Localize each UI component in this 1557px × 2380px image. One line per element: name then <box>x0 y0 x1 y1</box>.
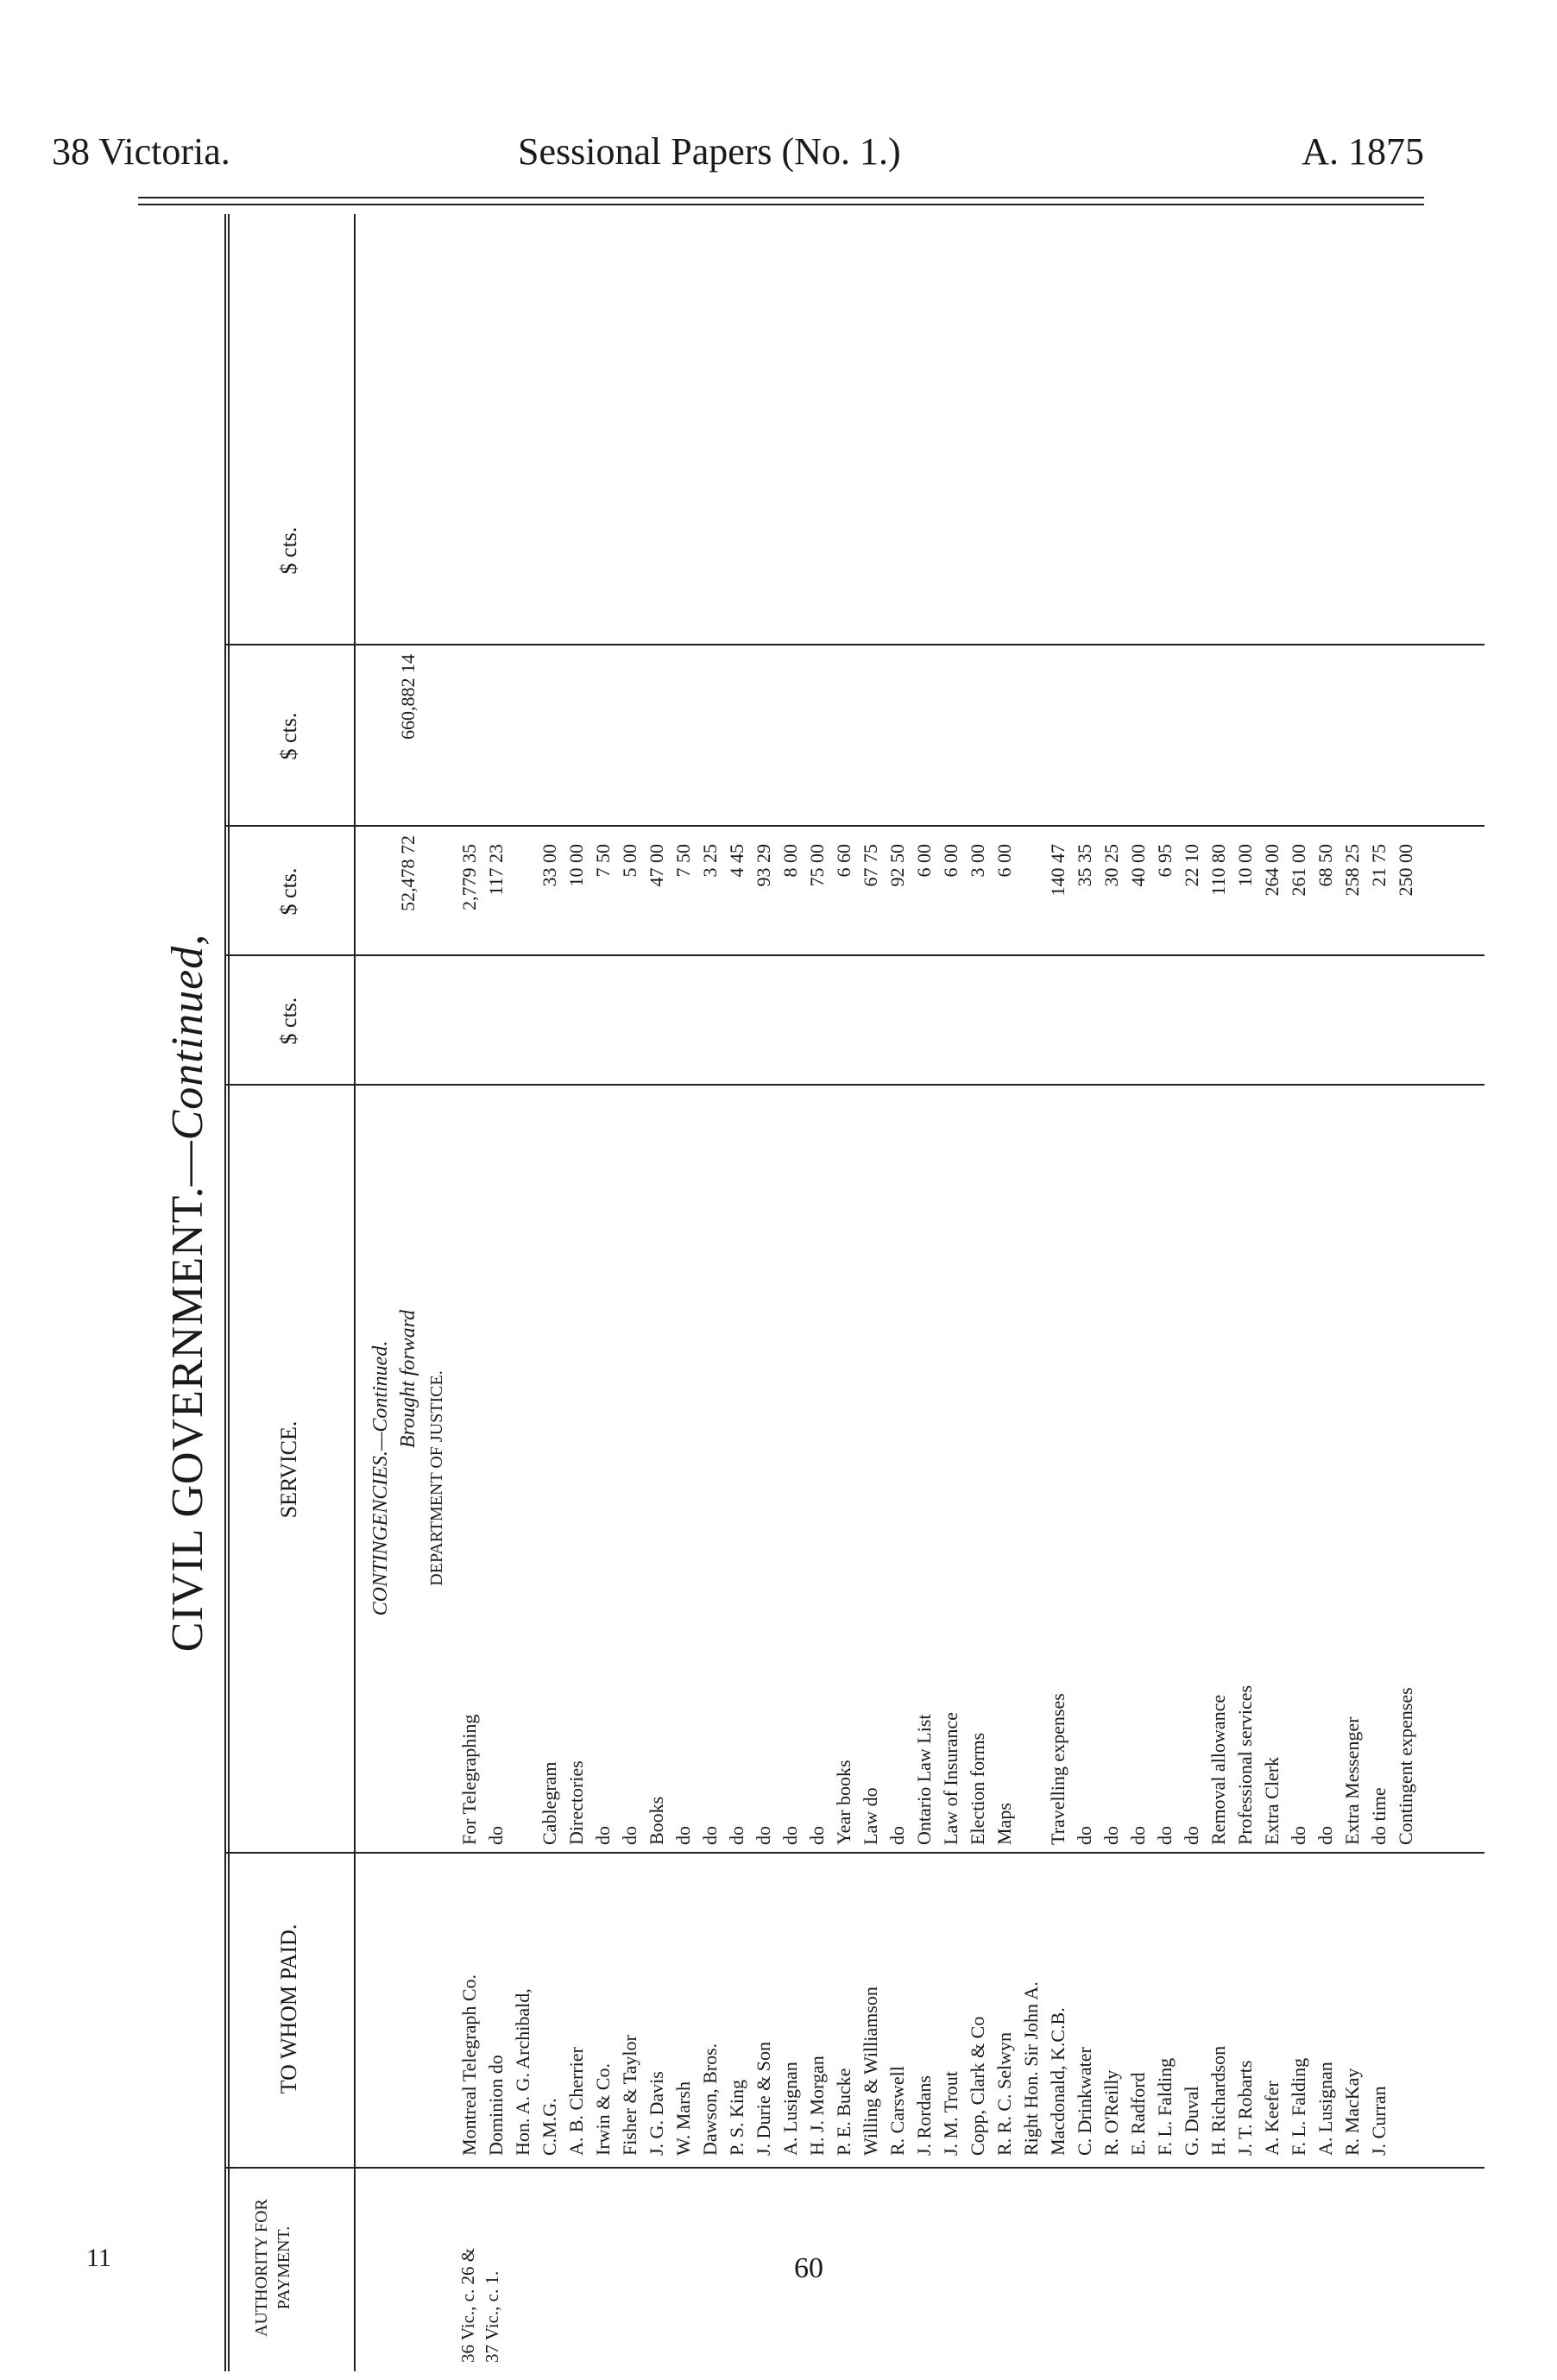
payee-cell: Willing & Williamson <box>860 1986 881 2156</box>
service-cell: Cablegram <box>539 1761 560 1845</box>
table-row <box>1367 214 1391 2371</box>
service-cell: do <box>619 1826 640 1845</box>
table-top-rule-2 <box>228 214 230 2371</box>
table-title <box>162 214 213 2371</box>
margin-mark: 11 <box>86 2244 111 2272</box>
service-cell: Election forms <box>967 1732 988 1845</box>
amount-cell: 258 25 <box>1341 844 1363 897</box>
service-cell: For Telegraphing <box>458 1714 480 1845</box>
service-cell: do <box>806 1826 828 1845</box>
table-title-continued: Continued, <box>163 933 212 1141</box>
payee-cell: A. Keefer <box>1261 2081 1283 2156</box>
amount-cell: 93 29 <box>753 844 774 887</box>
table-top-rule <box>224 214 226 2371</box>
amount-cell: 35 35 <box>1074 844 1095 887</box>
payee-cell: Dawson, Bros. <box>699 2043 721 2156</box>
table-row <box>859 214 883 2371</box>
amount-cell: 40 00 <box>1127 844 1149 887</box>
service-cell: do <box>753 1826 774 1845</box>
payee-cell: J. Curran <box>1368 2086 1390 2156</box>
service-cell: Contingent expenses <box>1395 1687 1416 1845</box>
table-row <box>564 214 589 2371</box>
payee-cell: P. E. Bucke <box>833 2068 854 2156</box>
service-cell: Travelling expenses <box>1047 1693 1068 1845</box>
payee-cell: G. Duval <box>1181 2086 1202 2156</box>
table-row <box>778 214 803 2371</box>
service-cell: Extra Clerk <box>1261 1756 1283 1845</box>
service-cell: Ontario Law List <box>913 1714 935 1845</box>
amount-cell: 67 75 <box>860 844 881 887</box>
amount-cell: 22 10 <box>1181 844 1202 887</box>
brought-forward-total-1: 52,478 72 <box>397 835 419 911</box>
service-cell: do <box>1288 1826 1309 1845</box>
service-cell: Directories <box>565 1760 587 1845</box>
amount-cell: 6 00 <box>940 844 961 878</box>
payee-cell: C.M.G. <box>539 2098 560 2156</box>
table-row <box>1233 214 1258 2371</box>
service-cell: do <box>726 1826 747 1845</box>
payee-cell: R. MacKay <box>1341 2068 1363 2156</box>
page-header <box>52 129 1424 181</box>
table-row <box>805 214 829 2371</box>
table-row <box>671 214 696 2371</box>
amount-cell: 6 00 <box>993 844 1015 878</box>
service-cell: do <box>1314 1826 1336 1845</box>
table-row <box>1100 214 1124 2371</box>
payee-cell: Copp, Clark & Co <box>967 2016 988 2156</box>
amount-cell: 3 00 <box>967 844 988 878</box>
payee-cell: J. T. Robarts <box>1234 2060 1256 2156</box>
payee-cell: R. O'Reilly <box>1100 2069 1122 2156</box>
amount-cell: 261 00 <box>1288 844 1309 897</box>
table-row <box>1153 214 1177 2371</box>
payee-cell: R. R. C. Selwyn <box>993 2031 1015 2156</box>
payee-cell: F. L. Falding <box>1288 2057 1309 2156</box>
service-cell: Year books <box>833 1760 854 1845</box>
service-cell: do time <box>1368 1787 1390 1845</box>
payee-cell: F. L. Falding <box>1154 2057 1176 2156</box>
col-whom: TO WHOM PAID. <box>276 1924 301 2094</box>
table-row <box>1287 214 1311 2371</box>
col-amount-4: $ cts. <box>276 526 301 575</box>
service-cell: Law of Insurance <box>940 1712 961 1845</box>
table-row <box>832 214 856 2371</box>
table-row <box>912 214 936 2371</box>
amount-cell: 6 60 <box>833 844 854 878</box>
payee-cell: P. S. King <box>726 2079 747 2156</box>
amount-cell: 6 00 <box>913 844 935 878</box>
payee-cell: A. Lusignan <box>779 2062 801 2156</box>
brought-forward-label: Brought forward <box>397 1309 419 1449</box>
col-amount-3: $ cts. <box>276 712 301 760</box>
service-cell: do <box>485 1826 507 1845</box>
service-cell: do <box>592 1826 614 1845</box>
col-service: SERVICE. <box>276 1420 301 1519</box>
table-row <box>1394 214 1418 2371</box>
table-row <box>725 214 749 2371</box>
table-row <box>1046 214 1070 2371</box>
payee-cell: Fisher & Taylor <box>619 2035 640 2156</box>
amount-cell: 140 47 <box>1047 844 1068 897</box>
amount-cell: 110 80 <box>1207 844 1229 896</box>
col-amount-2: $ cts. <box>276 867 301 916</box>
table-row <box>484 214 508 2371</box>
service-cell: do <box>1074 1826 1095 1845</box>
service-cell: do <box>886 1826 908 1845</box>
table-row <box>698 214 722 2371</box>
service-cell: Maps <box>993 1803 1015 1845</box>
rotated-table <box>138 214 1485 2371</box>
amount-cell: 117 23 <box>485 844 507 896</box>
service-cell: Books <box>646 1796 667 1845</box>
publication-title: Sessional Papers (No. 1.) <box>518 130 901 173</box>
table-row <box>1019 214 1043 2371</box>
table-row <box>966 214 990 2371</box>
payee-cell: W. Marsh <box>672 2081 694 2156</box>
amount-cell: 3 25 <box>699 844 721 878</box>
payee-cell: J. M. Trout <box>940 2071 961 2156</box>
amount-cell: 33 00 <box>539 844 560 887</box>
amount-cell: 5 00 <box>619 844 640 878</box>
service-cell: do <box>779 1826 801 1845</box>
amount-cell: 4 45 <box>726 844 747 878</box>
table-title-text: CIVIL GOVERNMENT.— <box>163 1140 212 1653</box>
amount-cell: 2,779 35 <box>458 844 480 910</box>
service-cell: do <box>1127 1826 1149 1845</box>
session-label: 38 Victoria. <box>52 130 230 173</box>
service-cell: do <box>1181 1826 1202 1845</box>
service-cell: Law do <box>860 1787 881 1845</box>
table-row <box>886 214 910 2371</box>
amount-cell: 264 00 <box>1261 844 1283 897</box>
header-rule <box>138 197 1424 198</box>
service-cell: Extra Messenger <box>1341 1716 1363 1845</box>
service-cell: do <box>1154 1826 1176 1845</box>
amount-cell: 250 00 <box>1395 844 1416 897</box>
amount-cell: 92 50 <box>886 844 908 887</box>
amount-cell: 21 75 <box>1368 844 1390 887</box>
payee-cell: A. Lusignan <box>1314 2062 1336 2156</box>
authority-line-2: 37 Vic., c. 1. <box>482 2270 502 2363</box>
table-row <box>1260 214 1284 2371</box>
header-rule-2 <box>138 204 1424 205</box>
payee-cell: J. Rordans <box>913 2075 935 2156</box>
payee-cell: C. Drinkwater <box>1074 2047 1095 2156</box>
payee-cell: Macdonald, K.C.B. <box>1047 2007 1068 2156</box>
table-row <box>511 214 535 2371</box>
service-cell: do <box>699 1826 721 1845</box>
table-row <box>993 214 1017 2371</box>
payee-cell: J. Durie & Son <box>753 2042 774 2156</box>
year-label: A. 1875 <box>1302 130 1424 173</box>
service-cell: Professional services <box>1234 1684 1256 1845</box>
column-header-rule <box>354 214 356 2371</box>
table-row <box>752 214 776 2371</box>
amount-cell: 68 50 <box>1314 844 1336 887</box>
table-row <box>939 214 963 2371</box>
brought-forward-total-2: 660,882 14 <box>397 654 419 740</box>
table-row <box>1180 214 1204 2371</box>
col-authority: AUTHORITY FOR PAYMENT. <box>252 2199 293 2337</box>
payee-cell: Right Hon. Sir John A. <box>1020 1981 1042 2156</box>
payee-cell: Montreal Telegraph Co. <box>458 1974 480 2156</box>
amount-cell: 7 50 <box>672 844 694 878</box>
amount-cell: 6 95 <box>1154 844 1176 878</box>
table-row <box>1073 214 1097 2371</box>
table-row <box>591 214 615 2371</box>
authority-line-1: 36 Vic., c. 26 & <box>457 2247 478 2363</box>
amount-cell: 75 00 <box>806 844 828 887</box>
service-cell: Removal allowance <box>1207 1694 1229 1845</box>
payee-cell: H. Richardson <box>1207 2045 1229 2156</box>
payee-cell: Irwin & Co. <box>592 2063 614 2156</box>
table-row <box>538 214 562 2371</box>
table-row <box>457 214 482 2371</box>
amount-cell: 7 50 <box>592 844 614 878</box>
table-row <box>1207 214 1231 2371</box>
payee-cell: A. B. Cherrier <box>565 2047 587 2156</box>
payee-cell: J. G. Davis <box>646 2071 667 2156</box>
table-row <box>1340 214 1365 2371</box>
department-heading: DEPARTMENT OF JUSTICE. <box>427 1370 446 1586</box>
service-cell: do <box>672 1826 694 1845</box>
service-cell: do <box>1100 1826 1122 1845</box>
table-row <box>1314 214 1338 2371</box>
table-row <box>618 214 642 2371</box>
payee-cell: Dominion do <box>485 2055 507 2156</box>
amount-cell: 30 25 <box>1100 844 1122 887</box>
section-heading: CONTINGENCIES.—Continued. <box>369 1340 392 1616</box>
col-amount-1: $ cts. <box>276 997 301 1045</box>
payee-cell: Hon. A. G. Archibald, <box>512 1988 533 2156</box>
payee-cell: R. Carswell <box>886 2066 908 2156</box>
page-number: 60 <box>794 2252 823 2284</box>
amount-cell: 10 00 <box>1234 844 1256 887</box>
payee-cell: H. J. Morgan <box>806 2056 828 2156</box>
amount-cell: 8 00 <box>779 844 801 878</box>
table-row <box>645 214 669 2371</box>
table-row <box>1126 214 1150 2371</box>
amount-cell: 10 00 <box>565 844 587 887</box>
amount-cell: 47 00 <box>646 844 667 887</box>
payee-cell: E. Radford <box>1127 2072 1149 2156</box>
